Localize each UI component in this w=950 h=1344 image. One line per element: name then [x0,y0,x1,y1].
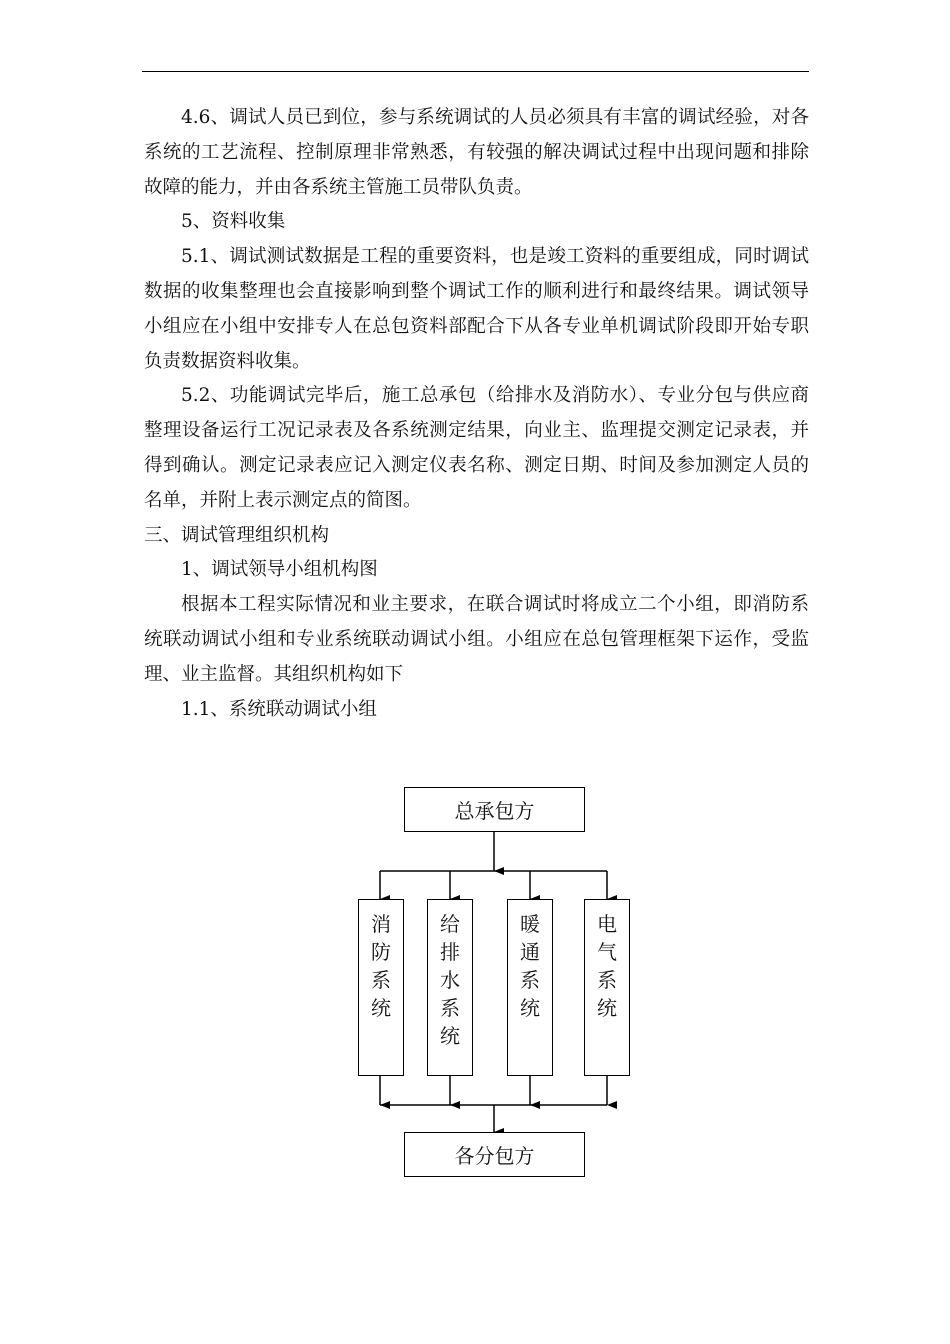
org-branch-electric [584,899,630,1076]
org-branch-fire-label: 消防系统 [371,912,391,1020]
heading-1: 1、调试领导小组机构图 [181,559,378,581]
org-branch-water-label: 给排水系统 [440,912,460,1048]
header-rule [142,71,809,72]
paragraph-intro: 根据本工程实际情况和业主要求，在联合调试时将成立二个小组，即消防系统联动调试小组和专业系统联动调试小组。小组应在总包管理框架下运作，受监理、业主监督。其组织机构如下 [144,594,809,685]
paragraph-5-1: 5.1、调试测试数据是工程的重要资料，也是竣工资料的重要组成，同时调试数据的收集整理也会直接影响到整个调试工作的顺利进行和最终结果。调试领导小组应在小组中安排专人在总包资料部配合下从各专业单机调试阶段即开始专职负责数据资料收集。 [144,246,809,372]
org-top-box: 总承包方 [404,787,585,832]
paragraph-5-2: 5.2、功能调试完毕后，施工总承包（给排水及消防水）、专业分包与供应商整理设备运行工况记录表及各系统测定结果，向业主、监理提交测定记录表，并得到确认。测定记录表应记入测定仪表名称、测定日期、时间及参加测定人员的名单，并附上表示测定点的简图。 [144,385,809,511]
org-branch-electric-label: 电气系统 [597,912,617,1020]
section-heading-3: 三、调试管理组织机构 [144,524,330,546]
paragraph-4-6: 4.6、调试人员已到位，参与系统调试的人员必须具有丰富的调试经验，对各系统的工艺流程、控制原理非常熟悉，有较强的解决调试过程中出现问题和排除故障的能力，并由各系统主管施工员带队负责。 [144,107,809,198]
heading-1-1: 1.1、系统联动调试小组 [181,698,377,720]
heading-5: 5、资料收集 [181,211,286,233]
org-bottom-box: 各分包方 [404,1132,585,1177]
org-branch-fire [358,899,404,1076]
org-branch-water [427,899,473,1076]
org-branch-hvac [507,899,553,1076]
document-body [144,101,809,727]
org-branch-hvac-label: 暖通系统 [520,912,540,1020]
